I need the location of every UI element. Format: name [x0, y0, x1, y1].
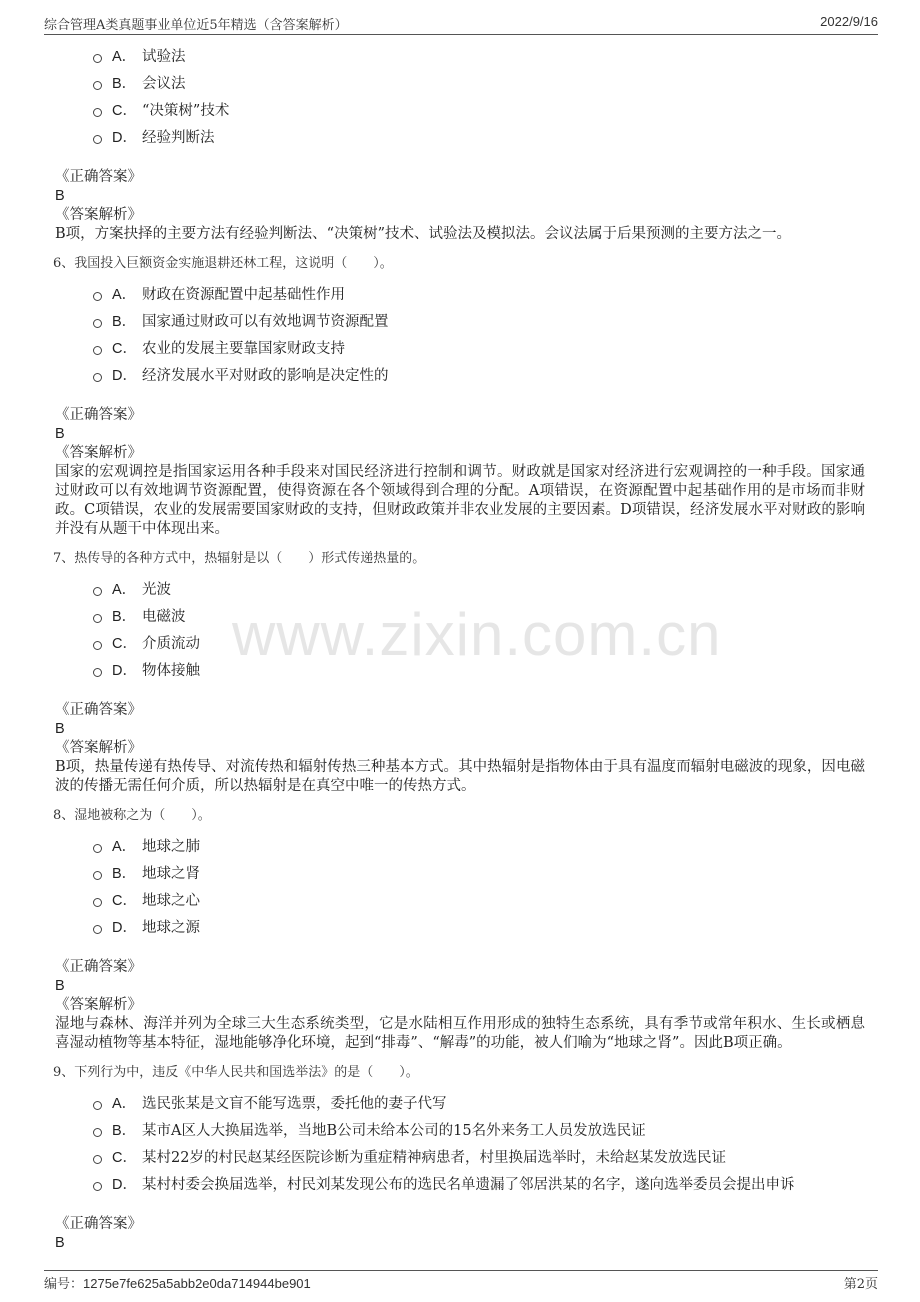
- option-a[interactable]: A． 试验法: [93, 42, 865, 69]
- answer-section: [55, 958, 865, 1053]
- question-block: [55, 1063, 865, 1253]
- options-list: [93, 280, 865, 388]
- radio-icon[interactable]: [93, 1155, 102, 1164]
- option-b[interactable]: B． 地球之肾: [93, 859, 865, 886]
- analysis-label: 《答案解析》: [55, 445, 142, 461]
- radio-icon[interactable]: [93, 108, 102, 117]
- analysis-label: 《答案解析》: [55, 740, 142, 756]
- radio-icon[interactable]: [93, 898, 102, 907]
- answer-value: B: [55, 426, 65, 442]
- answer-label: 《正确答案》: [55, 1216, 142, 1232]
- options-list: [93, 42, 865, 150]
- option-c[interactable]: C． 介质流动: [93, 629, 865, 656]
- options-list: [93, 575, 865, 683]
- radio-icon[interactable]: [93, 925, 102, 934]
- option-a[interactable]: A． 财政在资源配置中起基础性作用: [93, 280, 865, 307]
- answer-label: 《正确答案》: [55, 407, 142, 423]
- document-title: 综合管理A类真题事业单位近5年精选（含答案解析）: [44, 18, 348, 33]
- option-c[interactable]: C． 农业的发展主要靠国家财政支持: [93, 334, 865, 361]
- analysis-text: 国家的宏观调控是指国家运用各种手段来对国民经济进行控制和调节。财政就是国家对经济进行宏观调控的一种手段。国家通过财政可以有效地调节资源配置，使得资源在各个领域得到合理的分配。A项错误，在资源配置中起基础作用的是市场而非财政。C项错误，农业的发展需要国家财政的支持，但财政政策并非农业发展的主要因素。D项错误，经济发展水平对财政的影响并没有从题干中体现出来。: [55, 464, 865, 537]
- question-block: [55, 254, 865, 539]
- answer-section: [55, 168, 865, 244]
- option-b[interactable]: B． 某市A区人大换届选举，当地B公司未给本公司的15名外来务工人员发放选民证: [93, 1116, 865, 1143]
- option-a[interactable]: A． 选民张某是文盲不能写选票，委托他的妻子代写: [93, 1089, 865, 1116]
- option-d[interactable]: D． 某村村委会换届选举，村民刘某发现公布的选民名单遗漏了邻居洪某的名字，遂向选举委员会提出申诉: [93, 1170, 865, 1197]
- answer-value: B: [55, 1235, 65, 1251]
- answer-section: [55, 701, 865, 796]
- question-stem: 6、我国投入巨额资金实施退耕还林工程，这说明（ ）。: [53, 256, 393, 271]
- question-stem: 8、湿地被称之为（ ）。: [53, 808, 211, 823]
- analysis-label: 《答案解析》: [55, 207, 142, 223]
- analysis-text: 湿地与森林、海洋并列为全球三大生态系统类型，它是水陆相互作用形成的独特生态系统，具有季节或常年积水、生长或栖息喜湿动植物等基本特征，湿地能够净化环境，起到“排毒”、“解毒”的功能，被人们喻为“地球之肾”。因此B项正确。: [55, 1016, 865, 1051]
- answer-value: B: [55, 188, 65, 204]
- options-list: [93, 832, 865, 940]
- page-footer: [44, 1270, 878, 1295]
- answer-value: B: [55, 721, 65, 737]
- option-c[interactable]: C． 某村22岁的村民赵某经医院诊断为重症精神病患者，村里换届选举时，未给赵某发放选民证: [93, 1143, 865, 1170]
- page-number: 第2页: [843, 1277, 878, 1292]
- watermark: www.zixin.com.cn: [232, 601, 722, 668]
- radio-icon[interactable]: [93, 1128, 102, 1137]
- radio-icon[interactable]: [93, 587, 102, 596]
- question-stem: 7、热传导的各种方式中，热辐射是以（ ）形式传递热量的。: [53, 551, 426, 566]
- document-date: 2022/9/16: [820, 14, 878, 29]
- radio-icon[interactable]: [93, 319, 102, 328]
- radio-icon[interactable]: [93, 81, 102, 90]
- option-b[interactable]: B． 国家通过财政可以有效地调节资源配置: [93, 307, 865, 334]
- option-d[interactable]: D． 经济发展水平对财政的影响是决定性的: [93, 361, 865, 388]
- question-stem: 9、下列行为中，违反《中华人民共和国选举法》的是（ ）。: [53, 1065, 419, 1080]
- option-d[interactable]: D． 经验判断法: [93, 123, 865, 150]
- question-block: [55, 549, 865, 796]
- radio-icon[interactable]: [93, 373, 102, 382]
- answer-label: 《正确答案》: [55, 959, 142, 975]
- option-d[interactable]: D． 物体接触: [93, 656, 865, 683]
- answer-section: [55, 1215, 865, 1253]
- radio-icon[interactable]: [93, 1101, 102, 1110]
- option-d[interactable]: D． 地球之源: [93, 913, 865, 940]
- document-code: 编号：1275e7fe625a5abb2e0da714944be901: [44, 1276, 311, 1292]
- option-c[interactable]: C． “决策树”技术: [93, 96, 865, 123]
- radio-icon[interactable]: [93, 668, 102, 677]
- question-block: [55, 42, 865, 244]
- radio-icon[interactable]: [93, 871, 102, 880]
- radio-icon[interactable]: [93, 135, 102, 144]
- answer-value: B: [55, 978, 65, 994]
- option-b[interactable]: B． 会议法: [93, 69, 865, 96]
- analysis-text: B项，方案抉择的主要方法有经验判断法、“决策树”技术、试验法及模拟法。会议法属于后果预测的主要方法之一。: [55, 226, 791, 242]
- analysis-text: B项，热量传递有热传导、对流传热和辐射传热三种基本方式。其中热辐射是指物体由于具有温度而辐射电磁波的现象，因电磁波的传播无需任何介质，所以热辐射是在真空中唯一的传热方式。: [55, 759, 865, 794]
- option-c[interactable]: C． 地球之心: [93, 886, 865, 913]
- radio-icon[interactable]: [93, 641, 102, 650]
- answer-label: 《正确答案》: [55, 702, 142, 718]
- page-content: [55, 42, 865, 1253]
- option-a[interactable]: A． 光波: [93, 575, 865, 602]
- options-list: [93, 1089, 865, 1197]
- radio-icon[interactable]: [93, 346, 102, 355]
- page-header: [44, 12, 878, 35]
- radio-icon[interactable]: [93, 844, 102, 853]
- option-a[interactable]: A． 地球之肺: [93, 832, 865, 859]
- answer-label: 《正确答案》: [55, 169, 142, 185]
- radio-icon[interactable]: [93, 54, 102, 63]
- radio-icon[interactable]: [93, 292, 102, 301]
- analysis-label: 《答案解析》: [55, 997, 142, 1013]
- radio-icon[interactable]: [93, 614, 102, 623]
- option-b[interactable]: B． 电磁波: [93, 602, 865, 629]
- radio-icon[interactable]: [93, 1182, 102, 1191]
- answer-section: [55, 406, 865, 539]
- question-block: [55, 806, 865, 1053]
